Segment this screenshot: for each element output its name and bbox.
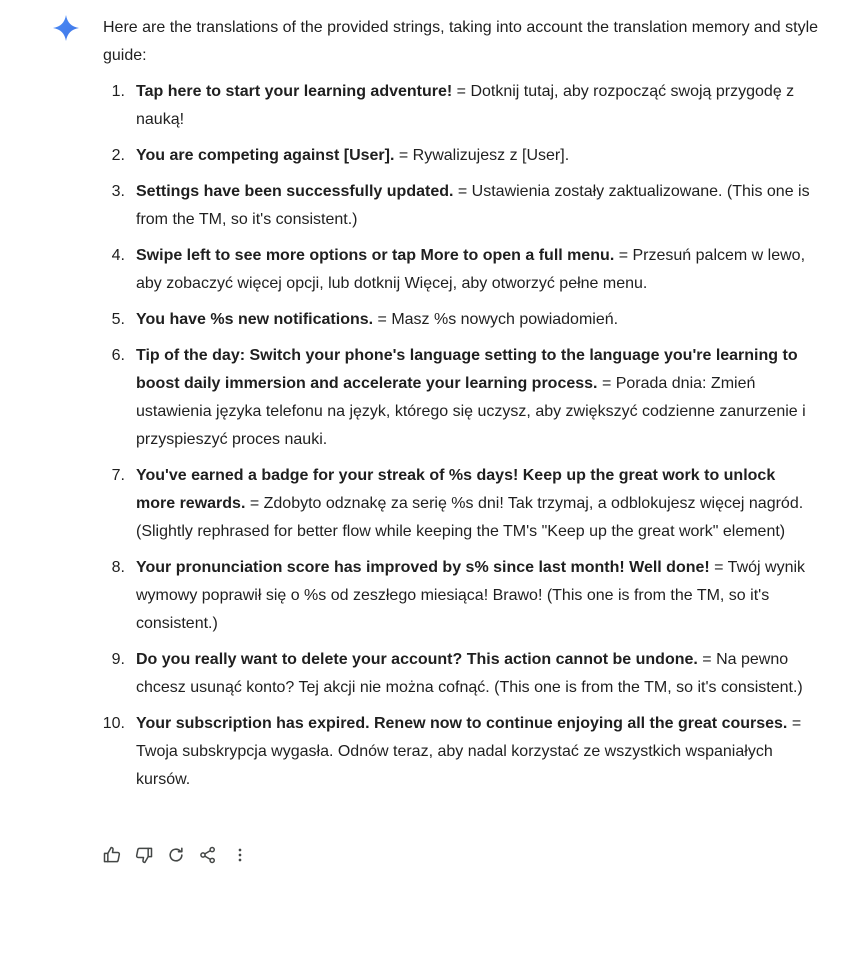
source-string: Do you really want to delete your account? This action cannot be undone. <box>136 651 698 668</box>
translation-text: = Rywalizujesz z [User]. <box>394 147 570 164</box>
translation-text: = Przesuń palcem w lewo, aby zobaczyć więcej opcji, lub dotknij Więcej, aby otworzyć pełne menu. <box>136 247 806 292</box>
list-item <box>103 646 813 702</box>
list-item <box>103 142 813 170</box>
item-number: 2. <box>111 147 125 164</box>
list-item <box>103 462 813 546</box>
item-number: 4. <box>111 247 125 264</box>
translation-list <box>103 78 813 802</box>
gemini-spark-icon <box>52 14 80 42</box>
share-icon <box>198 845 218 865</box>
source-string: Tap here to start your learning adventure! <box>136 83 453 100</box>
share-button[interactable] <box>197 844 219 866</box>
item-number: 8. <box>111 559 125 576</box>
translation-text: = Masz %s nowych powiadomień. <box>373 311 619 328</box>
translation-text: = Zdobyto odznakę za serię %s dni! Tak trzymaj, a odblokujesz więcej nagród. (Slightly rephrased for better flow while keeping the TM's "Keep up the great work" element) <box>136 495 804 540</box>
more-vertical-icon <box>230 845 250 865</box>
thumbs-down-icon <box>134 845 154 865</box>
item-number: 5. <box>111 311 125 328</box>
source-string: You are competing against [User]. <box>136 147 395 164</box>
source-string: Tip of the day: Switch your phone's language setting to the language you're learning to boost daily immersion and accelerate your learning process. <box>136 347 798 392</box>
source-string: Your pronunciation score has improved by s% since last month! Well done! <box>136 559 710 576</box>
regenerate-button[interactable] <box>165 844 187 866</box>
list-item <box>103 78 813 134</box>
list-item <box>103 306 813 334</box>
item-number: 10. <box>102 715 125 732</box>
source-string: Your subscription has expired. Renew now to continue enjoying all the great courses. <box>136 715 788 732</box>
translation-text: = Dotknij tutaj, aby rozpocząć swoją przygodę z nauką! <box>136 83 795 128</box>
item-number: 3. <box>111 183 125 200</box>
item-number: 7. <box>111 467 125 484</box>
item-number: 1. <box>111 83 125 100</box>
list-item <box>103 554 813 638</box>
source-string: Swipe left to see more options or tap More to open a full menu. <box>136 247 615 264</box>
item-number: 6. <box>111 347 125 364</box>
response-intro: Here are the translations of the provided strings, taking into account the translation memory and style guide: <box>103 19 819 64</box>
translation-text: = Ustawienia zostały zaktualizowane. (This one is from the TM, so it's consistent.) <box>136 183 810 228</box>
source-string: Settings have been successfully updated. <box>136 183 454 200</box>
translation-text: = Na pewno chcesz usunąć konto? Tej akcji nie można cofnąć. (This one is from the TM, so it's consistent.) <box>136 651 803 696</box>
response-actions <box>101 843 261 867</box>
list-item <box>103 710 813 794</box>
list-item <box>103 242 813 298</box>
thumbs-up-icon <box>102 845 122 865</box>
more-options-button[interactable] <box>229 844 251 866</box>
item-number: 9. <box>111 651 125 668</box>
list-item <box>103 342 813 454</box>
translation-text: = Twój wynik wymowy poprawił się o %s od zeszłego miesiąca! Brawo! (This one is from the TM, so it's consistent.) <box>136 559 806 632</box>
list-item <box>103 178 813 234</box>
translation-text: = Porada dnia: Zmień ustawienia języka telefonu na język, którego się uczysz, aby zwiększyć codzienne zanurzenie i przyspieszyć proces nauki. <box>136 375 806 448</box>
refresh-icon <box>166 845 186 865</box>
thumbs-down-button[interactable] <box>133 844 155 866</box>
source-string: You've earned a badge for your streak of %s days! Keep up the great work to unlock more rewards. <box>136 467 776 512</box>
thumbs-up-button[interactable] <box>101 844 123 866</box>
source-string: You have %s new notifications. <box>136 311 374 328</box>
translation-text: = Twoja subskrypcja wygasła. Odnów teraz, aby nadal korzystać ze wszystkich wspaniałych kursów. <box>136 715 802 788</box>
